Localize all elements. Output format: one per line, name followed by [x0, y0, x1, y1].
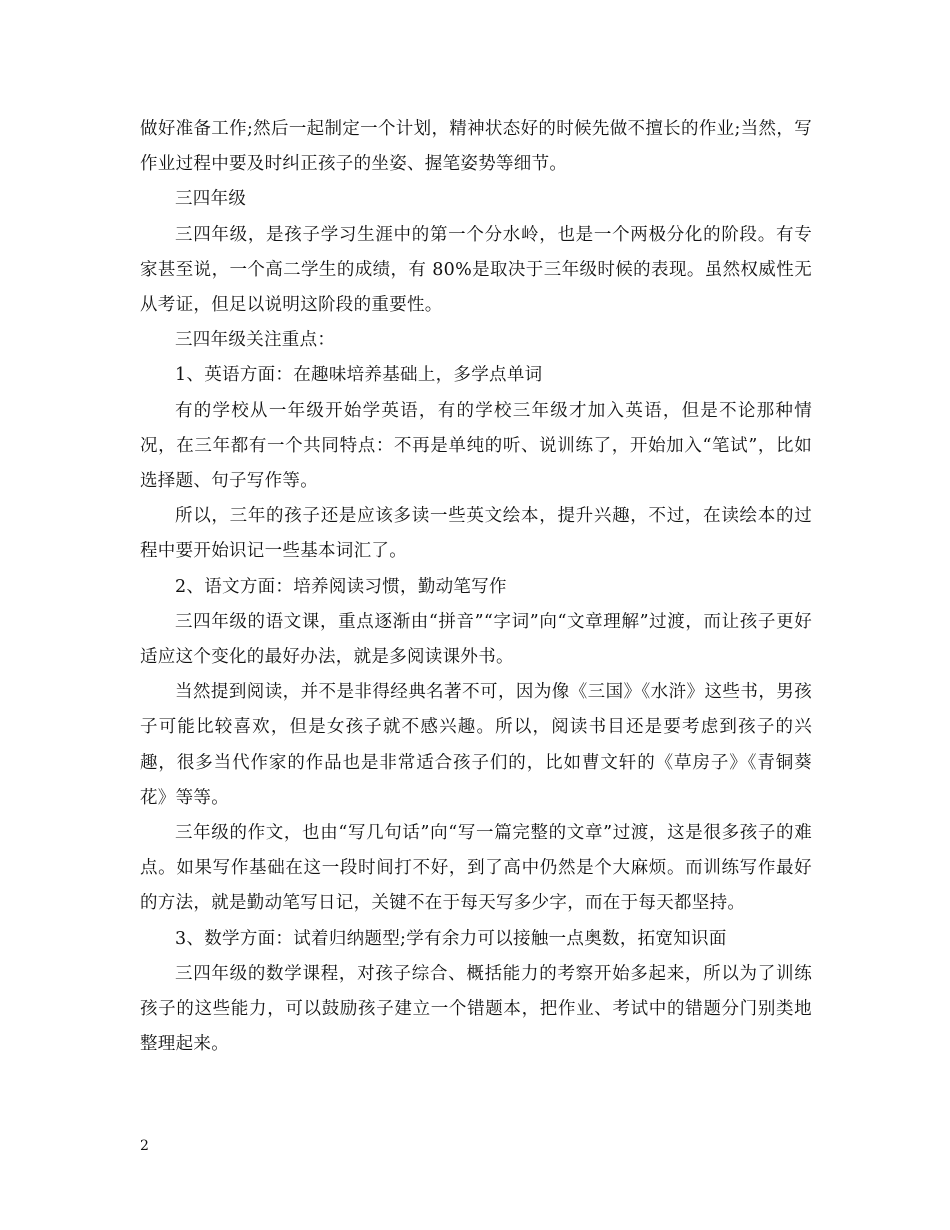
page-number: 2	[140, 1138, 149, 1154]
subheading-english: 1、英语方面：在趣味培养基础上，多学点单词	[175, 365, 543, 386]
subheading-focus-points: 三四年级关注重点：	[175, 330, 336, 351]
subheading-chinese: 2、语文方面：培养阅读习惯，勤动笔写作	[175, 576, 507, 597]
paragraph-chinese-3: 三年级的作文，也由“写几句话”向“写一篇完整的文章”过渡，这是很多孩子的难点。如果写作基础在这一段时间打不好，到了高中仍然是个大麻烦。而训练写作最好的方法，就是勤动笔写日记，关键不在于每天写多少字，而在于每天都坚持。	[140, 823, 812, 914]
document-body	[140, 112, 812, 1062]
paragraph-math-1: 三四年级的数学课程，对孩子综合、概括能力的考察开始多起来，所以为了训练孩子的这些能力，可以鼓励孩子建立一个错题本，把作业、考试中的错题分门别类地整理起来。	[140, 963, 812, 1055]
paragraph-chinese-1: 三四年级的语文课，重点逐渐由“拼音”“字词”向“文章理解”过渡，而让孩子更好适应这个变化的最好办法，就是多阅读课外书。	[140, 611, 812, 668]
paragraph-english-1: 有的学校从一年级开始学英语，有的学校三年级才加入英语，但是不论那种情况，在三年都有一个共同特点：不再是单纯的听、说训练了，开始加入“笔试”，比如选择题、句子写作等。	[140, 400, 812, 492]
paragraph-continuation: 做好准备工作;然后一起制定一个计划，精神状态好的时候先做不擅长的作业;当然，写作业过程中要及时纠正孩子的坐姿、握笔姿势等细节。	[140, 119, 812, 175]
section-heading-grade-3-4: 三四年级	[175, 189, 247, 210]
subheading-math: 3、数学方面：试着归纳题型;学有余力可以接触一点奥数，拓宽知识面	[175, 928, 727, 949]
paragraph-english-2: 所以，三年的孩子还是应该多读一些英文绘本，提升兴趣，不过，在读绘本的过程中要开始识记一些基本词汇了。	[140, 506, 812, 562]
paragraph-chinese-2: 当然提到阅读，并不是非得经典名著不可，因为像《三国》《水浒》这些书，男孩子可能比较喜欢，但是女孩子就不感兴趣。所以，阅读书目还是要考虑到孩子的兴趣，很多当代作家的作品也是非常适合孩子们的，比如曹文轩的《草房子》《青铜葵花》等等。	[140, 682, 812, 808]
paragraph-grade-3-4-intro: 三四年级，是孩子学习生涯中的第一个分水岭，也是一个两极分化的阶段。有专家甚至说，一个高二学生的成绩，有 80%是取决于三年级时候的表现。虽然权威性无从考证，但足以说明这阶段的重要性。	[140, 224, 812, 316]
